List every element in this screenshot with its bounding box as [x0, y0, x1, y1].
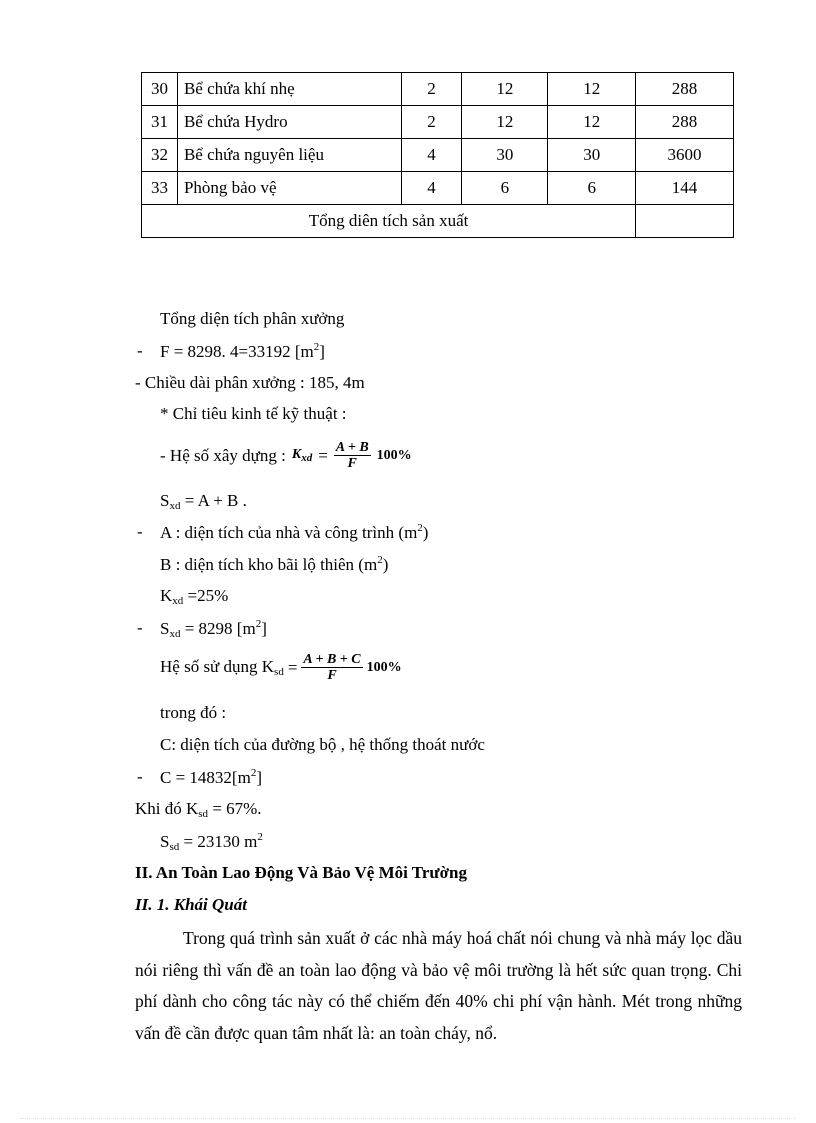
bullet-dash: - [137, 341, 143, 360]
kxd-symbol: $K_{xd}$ [291, 447, 313, 464]
ksd-result: Khi đó $K_{sd} = 67\%$. [135, 799, 262, 820]
intro-paragraph: Trong quá trình sản xuất ở các nhà máy hoá chất nói chung và nhà máy lọc dầu nói riêng thì vấn đề an toàn lao động và bảo vệ môi trường là hết sức quan trọng. Chi phí dành cho công tác này có thể chiếm đến 40% chi phí vận hành. Mét trong những vấn đề cần được quan tâm nhất là: an toàn cháy, nổ. [135, 928, 742, 1043]
total-label: Tổng diên tích sản xuất [142, 205, 636, 238]
row-area: 3600 [636, 139, 734, 172]
row-name: Bể chứa khí nhẹ [177, 73, 401, 106]
ksd-fraction: $\frac{A + B + C}{F}$ [303, 652, 361, 683]
row-area: 144 [636, 172, 734, 205]
f-formula-line: F = 8298. 4=33192 $[m^2]$ [160, 341, 325, 361]
row-length: 12 [462, 106, 548, 139]
sxd-value: $S_{xd} = 8298$ $[m^2]$ [160, 618, 267, 640]
row-area: 288 [636, 73, 734, 106]
row-qty: 2 [401, 106, 462, 139]
row-length: 12 [462, 73, 548, 106]
sxd-definition: $S_{xd} = A + B$ . [160, 491, 247, 512]
c-definition: C: diện tích của đường bộ , hệ thống thoát nước [160, 735, 485, 754]
subsection-heading: II. 1. Khái Quát [135, 895, 247, 914]
length-line: - Chiều dài phân xưởng : 185, 4m [135, 373, 365, 392]
row-name: Bể chứa nguyên liệu [177, 139, 401, 172]
row-qty: 4 [401, 139, 462, 172]
ksd-formula-line: Hệ số sử dụng $K_{sd}$ = $\frac{A + B + C}{F}$ 100% [160, 652, 402, 683]
row-number: 30 [142, 73, 178, 106]
table-row [142, 106, 734, 139]
row-number: 33 [142, 172, 178, 205]
production-area-table [141, 72, 734, 238]
kxd-formula-line: - Hệ số xây dựng : $K_{xd}$ = $\frac{A + B}{F}$ 100% [160, 440, 412, 471]
kxd-fraction: $\frac{A + B}{F}$ [335, 440, 369, 471]
a-definition: A : diện tích của nhà và công trình $(m^2)$ [160, 522, 429, 542]
kxd-value: $K_{xd} =25\%$ [160, 586, 229, 607]
row-length: 30 [462, 139, 548, 172]
row-width: 6 [548, 172, 636, 205]
table-row [142, 73, 734, 106]
bullet-dash: - [137, 522, 143, 541]
b-definition: B : diện tích kho bãi lộ thiên $(m^2)$ [160, 554, 389, 574]
row-number: 32 [142, 139, 178, 172]
bullet-dash: - [137, 618, 143, 637]
row-name: Bể chứa Hydro [177, 106, 401, 139]
row-qty: 2 [401, 73, 462, 106]
row-number: 31 [142, 106, 178, 139]
total-area-title: Tổng diện tích phân xưởng [160, 309, 345, 328]
total-value [636, 205, 734, 238]
tech-title: * Chỉ tiêu kinh tế kỹ thuật : [160, 404, 347, 423]
row-width: 12 [548, 73, 636, 106]
row-name: Phòng bảo vệ [177, 172, 401, 205]
table-row [142, 139, 734, 172]
table-row [142, 172, 734, 205]
row-length: 6 [462, 172, 548, 205]
ssd-value: $S_{sd} = 23130$ $m^2$ [160, 831, 263, 853]
bullet-dash: - [137, 767, 143, 786]
table-total-row [142, 205, 734, 238]
c-value: $C = 14832[m^2]$ [160, 767, 262, 787]
page-bottom-divider [20, 1118, 796, 1119]
row-qty: 4 [401, 172, 462, 205]
section-heading: II. An Toàn Lao Động Và Bảo Vệ Môi Trường [135, 863, 467, 882]
row-area: 288 [636, 106, 734, 139]
row-width: 12 [548, 106, 636, 139]
where-label: trong đó : [160, 703, 227, 722]
row-width: 30 [548, 139, 636, 172]
